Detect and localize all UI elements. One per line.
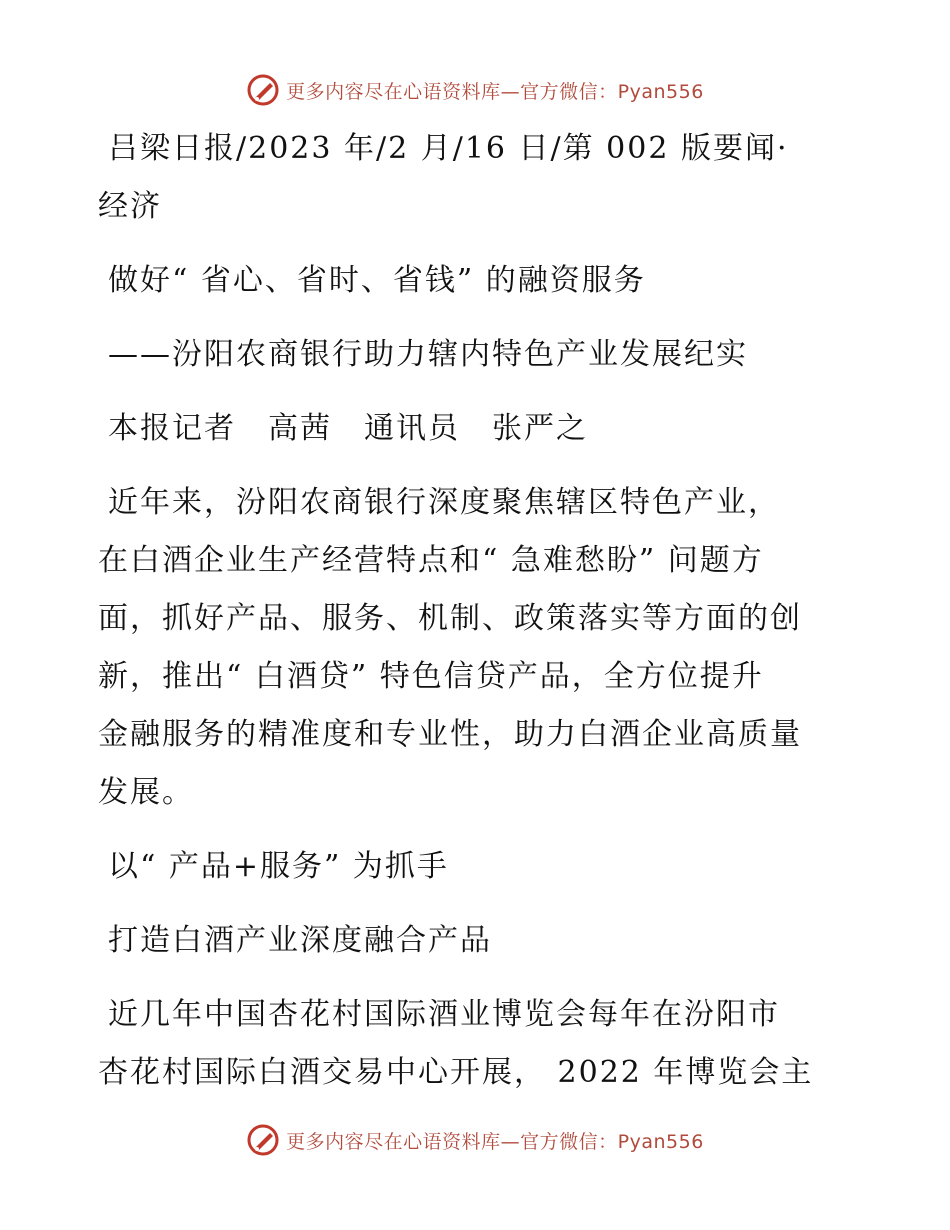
body-paragraph-line: 近几年中国杏花村国际酒业博览会每年在汾阳市 xyxy=(108,997,780,1032)
article-title: 做好“ 省心、省时、省钱” 的融资服务 xyxy=(108,263,646,298)
intro-paragraph-line: 面，抓好产品、服务、机制、政策落实等方面的创 xyxy=(98,601,802,636)
article-subtitle: ——汾阳农商银行助力辖内特色产业发展纪实 xyxy=(108,337,748,372)
body-paragraph-line: 杏花村国际白酒交易中心开展， 2022 年博览会主 xyxy=(98,1055,814,1090)
intro-paragraph-line: 近年来，汾阳农商银行深度聚焦辖区特色产业， xyxy=(108,485,780,520)
watermark-banner-top xyxy=(0,70,950,110)
intro-paragraph-line: 在白酒企业生产经营特点和“ 急难愁盼” 问题方 xyxy=(98,543,764,578)
intro-paragraph-line: 金融服务的精准度和专业性，助力白酒企业高质量 xyxy=(98,717,802,752)
section-heading-continued: 打造白酒产业深度融合产品 xyxy=(108,923,492,958)
watermark-handle: Pyan556 xyxy=(617,80,704,103)
intro-paragraph-line: 发展。 xyxy=(98,775,194,810)
dateline-continued: 经济 xyxy=(98,189,162,224)
article-content xyxy=(98,120,858,1102)
intro-paragraph-line: 新，推出“ 白酒贷” 特色信贷产品，全方位提升 xyxy=(98,659,764,694)
article-byline: 本报记者 高茜 通讯员 张严之 xyxy=(108,411,588,446)
section-heading: 以“ 产品+服务” 为抓手 xyxy=(108,849,449,884)
pen-logo-icon xyxy=(246,73,280,107)
watermark-text: 更多内容尽在心语资料库—官方微信：Pyan556 xyxy=(286,1130,704,1153)
watermark-text: 更多内容尽在心语资料库—官方微信：Pyan556 xyxy=(286,80,704,103)
watermark-banner-bottom xyxy=(0,1120,950,1160)
pen-logo-icon xyxy=(246,1123,280,1157)
watermark-handle: Pyan556 xyxy=(617,1130,704,1153)
dateline: 吕梁日报/2023 年/2 月/16 日/第 002 版要闻· xyxy=(108,131,789,166)
